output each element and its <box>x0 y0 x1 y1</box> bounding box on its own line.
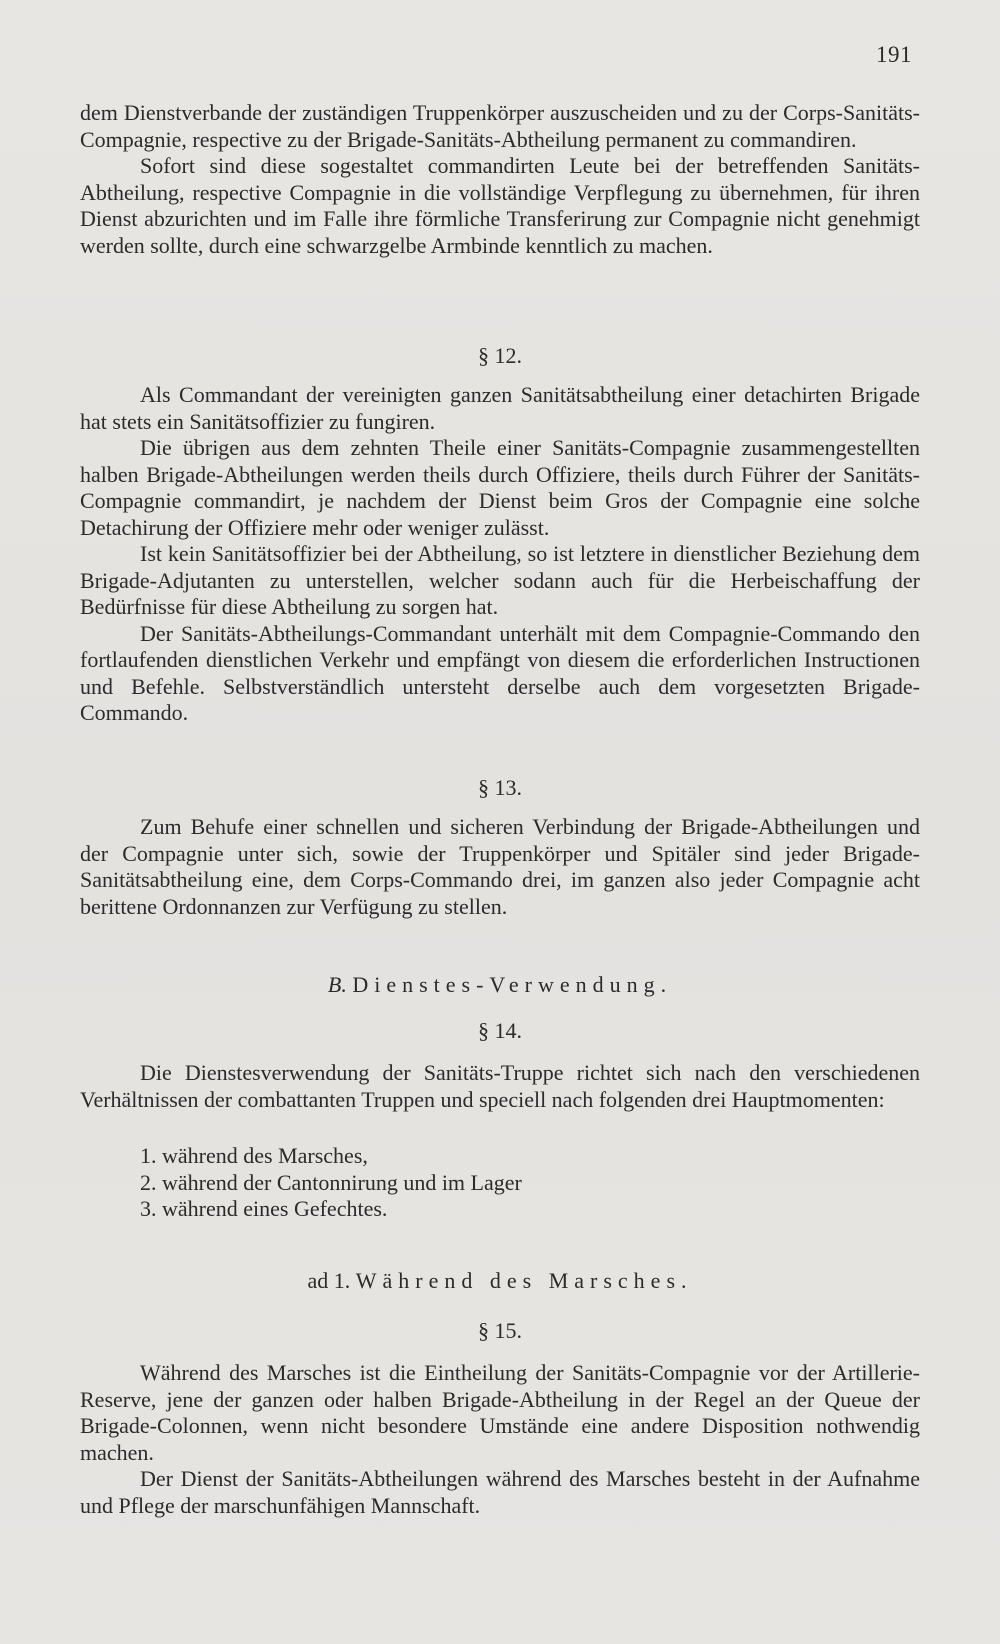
section-14-paragraph-1: Die Dienstesverwendung der Sanitäts-Truppe richtet sich nach den verschiedenen Verhältnissen der combattanten Truppen und speciell nach folgenden drei Hauptmomenten: <box>80 1060 920 1112</box>
section-13-body <box>80 814 920 920</box>
section-12-body <box>80 382 920 727</box>
part-b-letter: B. <box>327 972 347 997</box>
section-12-paragraph-3: Ist kein Sanitätsoffizier bei der Abtheilung, so ist letztere in dienstlicher Beziehung dem Brigade-Adjutanten zu unterstellen, welcher sodann auch für die Herbeischaffung der Bedürfnisse für diese Abtheilung zu sorgen hat. <box>80 541 920 619</box>
section-12-paragraph-2: Die übrigen aus dem zehnten Theile einer Sanitäts-Compagnie zusammengestellten halben Brigade-Abtheilungen werden theils durch Offiziere, theils durch Führer der Sanitäts-Compagnie commandirt, je nachdem der Dienst beim Gros der Compagnie eine solche Detachirung der Offiziere mehr oder weniger zulässt. <box>80 435 920 540</box>
part-b-title: Dienstes-Verwendung. <box>352 972 673 997</box>
section-12-paragraph-1: Als Commandant der vereinigten ganzen Sanitätsabtheilung einer detachirten Brigade hat stets ein Sanitätsoffizier zu fungiren. <box>80 382 920 434</box>
page-number: 191 <box>876 42 912 67</box>
section-14-body <box>80 1060 920 1113</box>
section-15-paragraph-2: Der Dienst der Sanitäts-Abtheilungen während des Marsches besteht in der Aufnahme und Pflege der marschunfähigen Mannschaft. <box>80 1466 920 1518</box>
section-12-heading: § 12. <box>478 343 522 368</box>
ad-1-heading <box>80 1268 920 1294</box>
list-item: 2. während der Cantonnirung und im Lager <box>140 1169 522 1195</box>
section-15-paragraph-1: Während des Marsches ist die Eintheilung der Sanitäts-Compagnie vor der Artillerie-Reserve, jene der ganzen oder halben Brigade-Abtheilung in der Regel an der Queue der Brigade-Colonnen, wenn nicht besondere Umstände eine andere Disposition nothwendig machen. <box>80 1360 920 1465</box>
section-15-body <box>80 1360 920 1519</box>
ad-1-title: Während des Marsches. <box>355 1268 693 1293</box>
intro-paragraph-1: dem Dienstverbande der zuständigen Truppenkörper auszuscheiden und zu der Corps-Sanitäts-Compagnie, respective zu der Brigade-Sanitäts-Abtheilung permanent zu commandiren. <box>80 100 920 152</box>
section-12-paragraph-4: Der Sanitäts-Abtheilungs-Commandant unterhält mit dem Compagnie-Commando den fortlaufenden dienstlichen Verkehr und empfängt von diesem die erforderlichen Instructionen und Befehle. Selbstverständlich untersteht derselbe auch dem vorgesetzten Brigade-Commando. <box>80 620 920 725</box>
list-item: 1. während des Marsches, <box>140 1143 368 1168</box>
part-b-heading <box>80 972 920 998</box>
section-14-heading: § 14. <box>478 1018 522 1043</box>
list-item: 3. während eines Gefechtes. <box>140 1196 388 1221</box>
section-13-paragraph-1: Zum Behufe einer schnellen und sicheren Verbindung der Brigade-Abtheilungen und der Compagnie unter sich, sowie der Truppenkörper und Spitäler sind jeder Brigade-Sanitätsabtheilung eine, dem Corps-Commando drei, im ganzen also jeder Compagnie acht berittene Ordonnanzen zur Verfügung zu stellen. <box>80 814 920 919</box>
ad-1-prefix: ad 1. <box>307 1268 351 1293</box>
intro-paragraph-2: Sofort sind diese sogestaltet commandirten Leute bei der betreffenden Sanitäts-Abtheilung, respective Compagnie in die vollständige Verpflegung zu übernehmen, für ihren Dienst abzurichten und im Falle ihre förmliche Transferirung zur Compagnie nicht genehmigt werden sollte, durch eine schwarzgelbe Armbinde kenntlich zu machen. <box>80 153 920 258</box>
moments-list <box>140 1143 840 1223</box>
section-15-heading: § 15. <box>478 1318 522 1343</box>
intro-block <box>80 100 920 259</box>
section-13-heading: § 13. <box>478 775 522 800</box>
